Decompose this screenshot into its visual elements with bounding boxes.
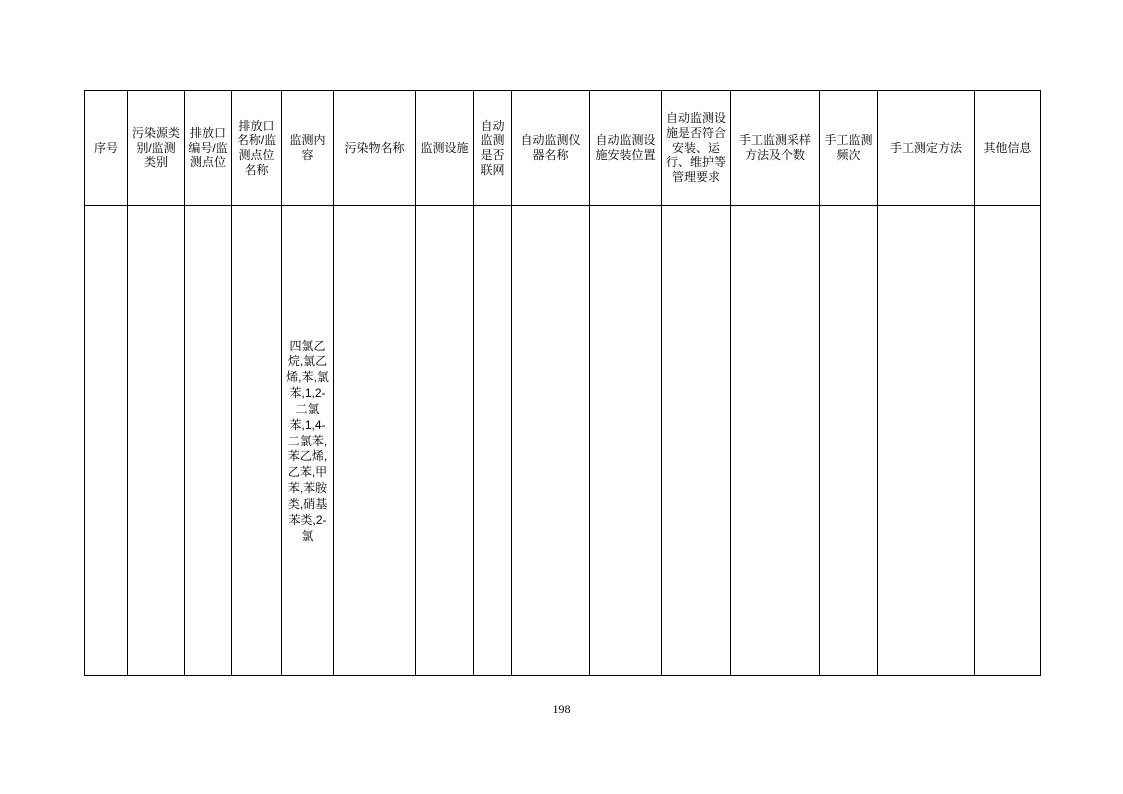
column-header-outlet-name: 排放口名称/监测点位名称 xyxy=(232,91,282,206)
column-header-monitoring-facility: 监测设施 xyxy=(416,91,474,206)
cell-source-category xyxy=(128,206,185,676)
column-header-auto-networked: 自动监测是否联网 xyxy=(474,91,512,206)
monitoring-table-container xyxy=(84,90,1040,676)
cell-auto-networked xyxy=(474,206,512,676)
cell-auto-compliance xyxy=(662,206,731,676)
column-header-auto-instrument-name: 自动监测仪器名称 xyxy=(512,91,590,206)
monitoring-table xyxy=(84,90,1041,676)
cell-monitoring-content: 四氯乙烷,氯乙烯,苯,氯苯,1,2-二氯苯,1,4-二氯苯,苯乙烯,乙苯,甲苯,苯胺类,硝基苯类,2-氯 xyxy=(282,206,334,676)
column-header-pollutant-name: 污染物名称 xyxy=(334,91,416,206)
column-header-auto-install-location: 自动监测设施安装位置 xyxy=(590,91,662,206)
column-header-outlet-code: 排放口编号/监测点位 xyxy=(185,91,232,206)
table-header-row xyxy=(85,91,1041,206)
cell-manual-sampling-method xyxy=(731,206,820,676)
table-header xyxy=(85,91,1041,206)
cell-manual-measurement-method xyxy=(878,206,975,676)
cell-auto-instrument-name xyxy=(512,206,590,676)
page-number: 198 xyxy=(552,702,571,716)
column-header-manual-sampling-method: 手工监测采样方法及个数 xyxy=(731,91,820,206)
cell-outlet-name xyxy=(232,206,282,676)
table-body xyxy=(85,206,1041,676)
cell-pollutant-name xyxy=(334,206,416,676)
column-header-serial: 序号 xyxy=(85,91,128,206)
table-row xyxy=(85,206,1041,676)
cell-outlet-code xyxy=(185,206,232,676)
column-header-auto-compliance: 自动监测设施是否符合安装、运行、维护等管理要求 xyxy=(662,91,731,206)
cell-other-info xyxy=(975,206,1041,676)
cell-monitoring-facility xyxy=(416,206,474,676)
column-header-monitoring-content: 监测内容 xyxy=(282,91,334,206)
column-header-other-info: 其他信息 xyxy=(975,91,1041,206)
cell-manual-frequency xyxy=(820,206,878,676)
cell-auto-install-location xyxy=(590,206,662,676)
column-header-manual-frequency: 手工监测频次 xyxy=(820,91,878,206)
column-header-manual-measurement-method: 手工测定方法 xyxy=(878,91,975,206)
column-header-source-category: 污染源类别/监测类别 xyxy=(128,91,185,206)
cell-serial xyxy=(85,206,128,676)
